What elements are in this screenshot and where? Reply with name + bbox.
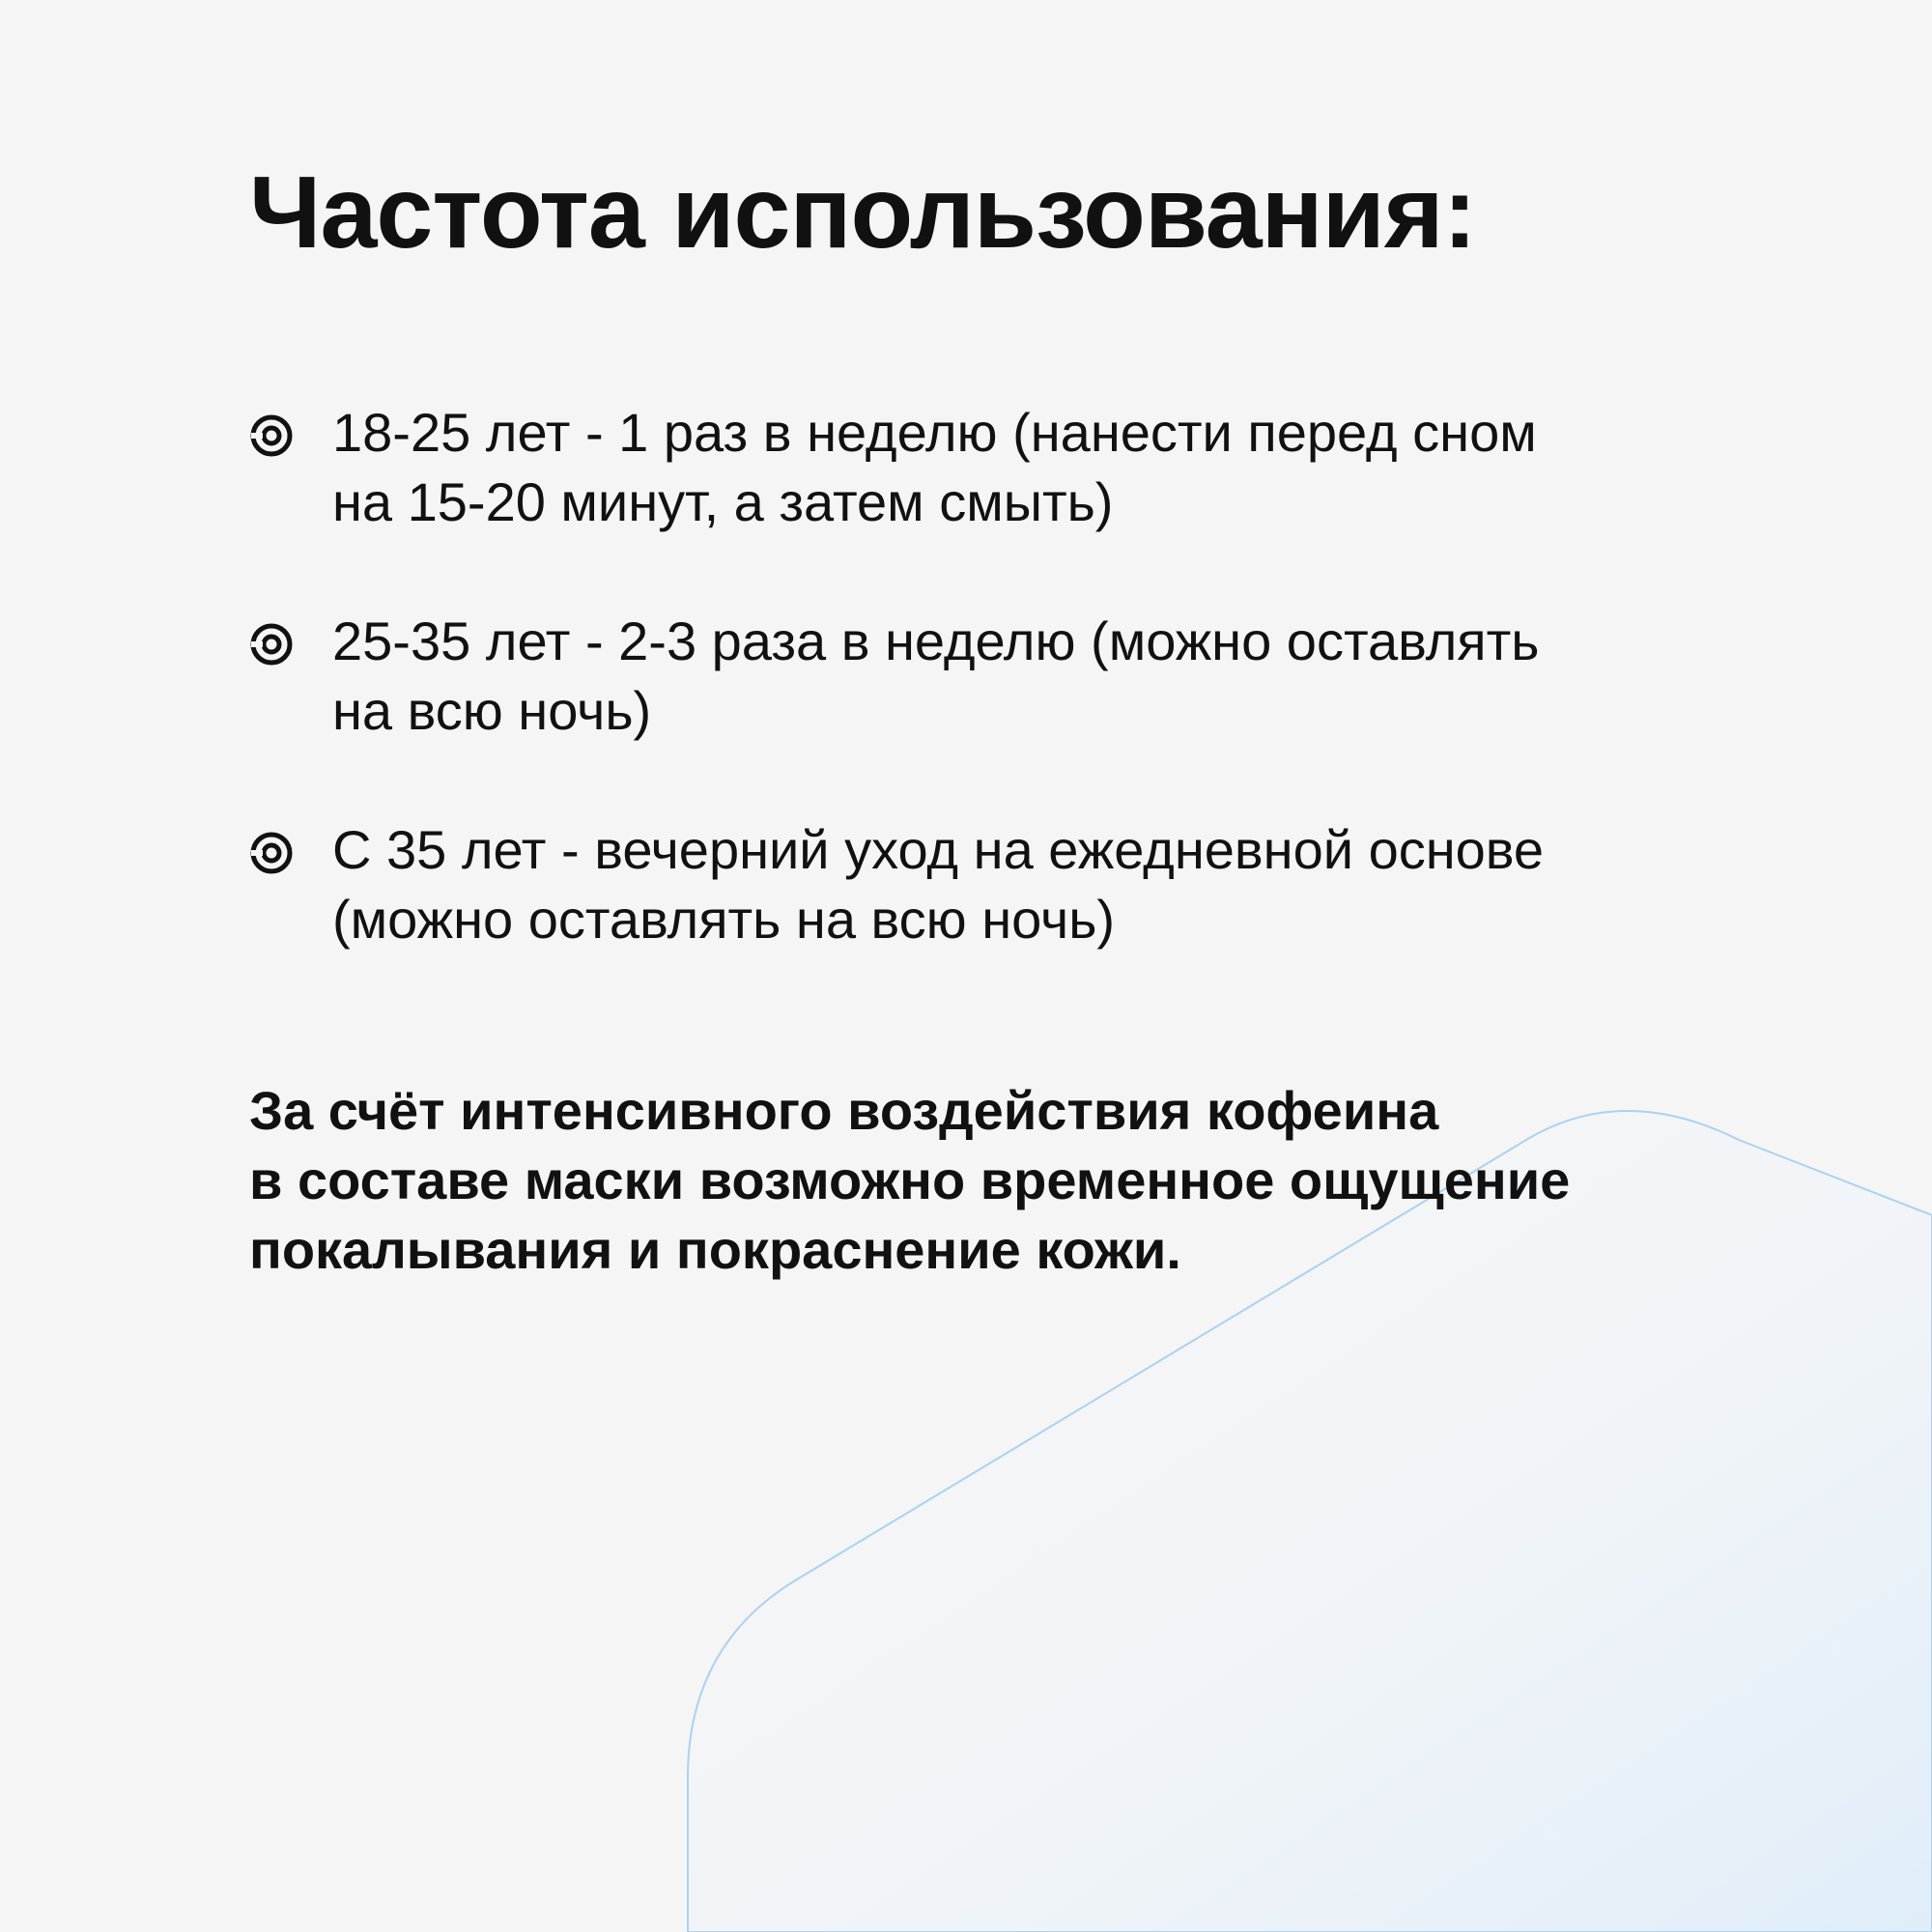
list-item-text-line-1: 25-35 лет - 2-3 раза в неделю (можно оставлять [332,611,1540,671]
usage-frequency-list [249,398,1756,1024]
spiral-icon [249,622,294,667]
list-item [249,815,1756,954]
list-item-text-line-2: на всю ночь) [332,680,652,741]
spiral-icon [249,413,294,458]
list-item [249,607,1756,746]
caffeine-warning-note [249,1076,1570,1285]
spiral-icon [249,831,294,875]
page-title: Частота использования: [249,156,1476,270]
list-item-text-line-1: 18-25 лет - 1 раз в неделю (нанести перед сном [332,402,1537,463]
list-item-text-line-2: (можно оставлять на всю ночь) [332,889,1116,950]
note-line-2: в составе маски возможно временное ощущение [249,1150,1571,1210]
note-line-1: За счёт интенсивного воздействия кофеина [249,1080,1439,1141]
list-item-text-line-1: С 35 лет - вечерний уход на ежедневной основе [332,819,1545,880]
list-item [249,398,1756,537]
note-line-3: покалывания и покраснение кожи. [249,1219,1181,1280]
list-item-text-line-2: на 15-20 минут, а затем смыть) [332,471,1114,532]
